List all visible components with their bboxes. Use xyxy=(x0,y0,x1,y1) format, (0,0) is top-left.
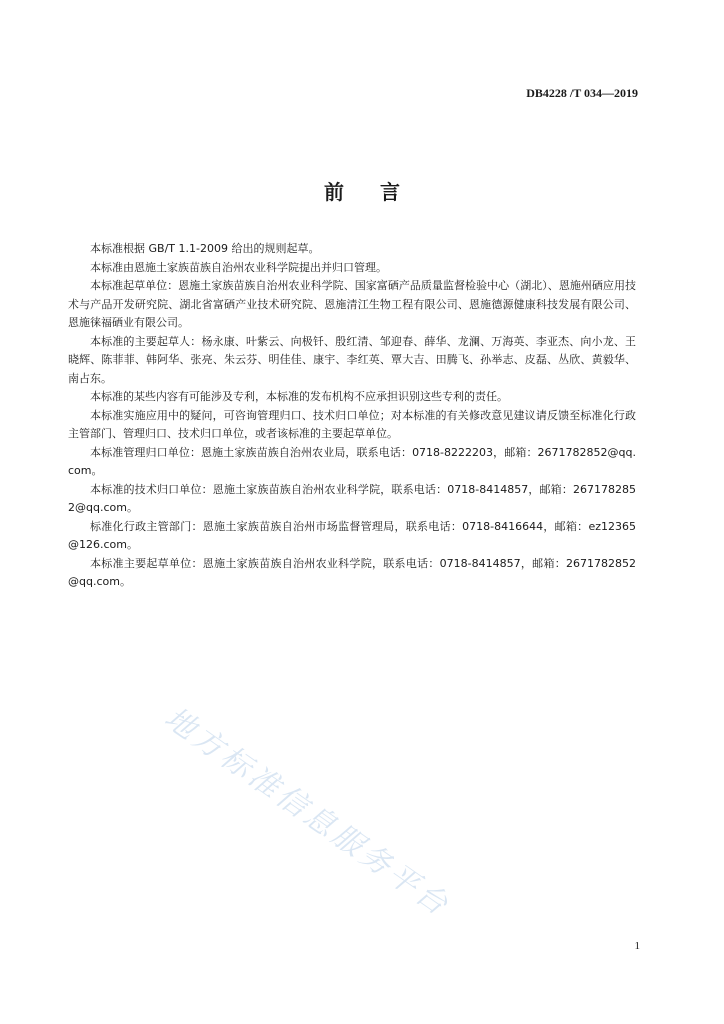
body-text xyxy=(68,240,636,592)
page-number: 1 xyxy=(634,940,640,952)
paragraph-drafters: 本标准的主要起草人：杨永康、叶紫云、向极钎、殷红清、邹迎春、薛华、龙澜、万海英、李亚杰、向小龙、王晓辉、陈菲菲、韩阿华、张亮、朱云芬、明佳佳、康宇、李红英、覃大吉、田腾飞、孙举志、皮磊、丛欣、黄毅华、南占东。 xyxy=(68,334,636,385)
paragraph-management-contact: 本标准管理归口单位：恩施土家族苗族自治州农业局，联系电话：0718-8222203，邮箱：2671782852@qq.com。 xyxy=(68,445,636,477)
paragraph-drafting-rules: 本标准根据 GB/T 1.1-2009 给出的规则起草。 xyxy=(90,242,320,255)
paragraph-admin-contact: 标准化行政主管部门：恩施土家族苗族自治州市场监督管理局，联系电话：0718-8416644，邮箱：ez12365@126.com。 xyxy=(68,519,636,551)
page-title: 前言 xyxy=(324,180,436,204)
paragraph-proposer: 本标准由恩施土家族苗族自治州农业科学院提出并归口管理。 xyxy=(90,260,387,274)
paragraph-technical-contact: 本标准的技术归口单位：恩施土家族苗族自治州农业科学院，联系电话：0718-8414857，邮箱：2671782852@qq.com。 xyxy=(68,482,636,514)
paragraph-main-drafter-contact: 本标准主要起草单位：恩施土家族苗族自治州农业科学院，联系电话：0718-8414857，邮箱：2671782852@qq.com。 xyxy=(68,556,636,588)
watermark: 地方标准信息服务平台 xyxy=(157,700,457,925)
paragraph-feedback: 本标准实施应用中的疑问，可咨询管理归口、技术归口单位；对本标准的有关修改意见建议请反馈至标准化行政主管部门、管理归口、技术归口单位，或者该标准的主要起草单位。 xyxy=(68,408,636,440)
paragraph-patent-notice: 本标准的某些内容有可能涉及专利，本标准的发布机构不应承担识别这些专利的责任。 xyxy=(90,390,508,403)
document-code: DB4228 /T 034—2019 xyxy=(526,86,638,100)
paragraph-drafting-units: 本标准起草单位：恩施土家族苗族自治州农业科学院、国家富硒产品质量监督检验中心（湖北）、恩施州硒应用技术与产品开发研究院、湖北省富硒产业技术研究院、恩施清江生物工程有限公司、恩施德源健康科技发展有限公司、恩施徕福硒业有限公司。 xyxy=(68,279,636,329)
